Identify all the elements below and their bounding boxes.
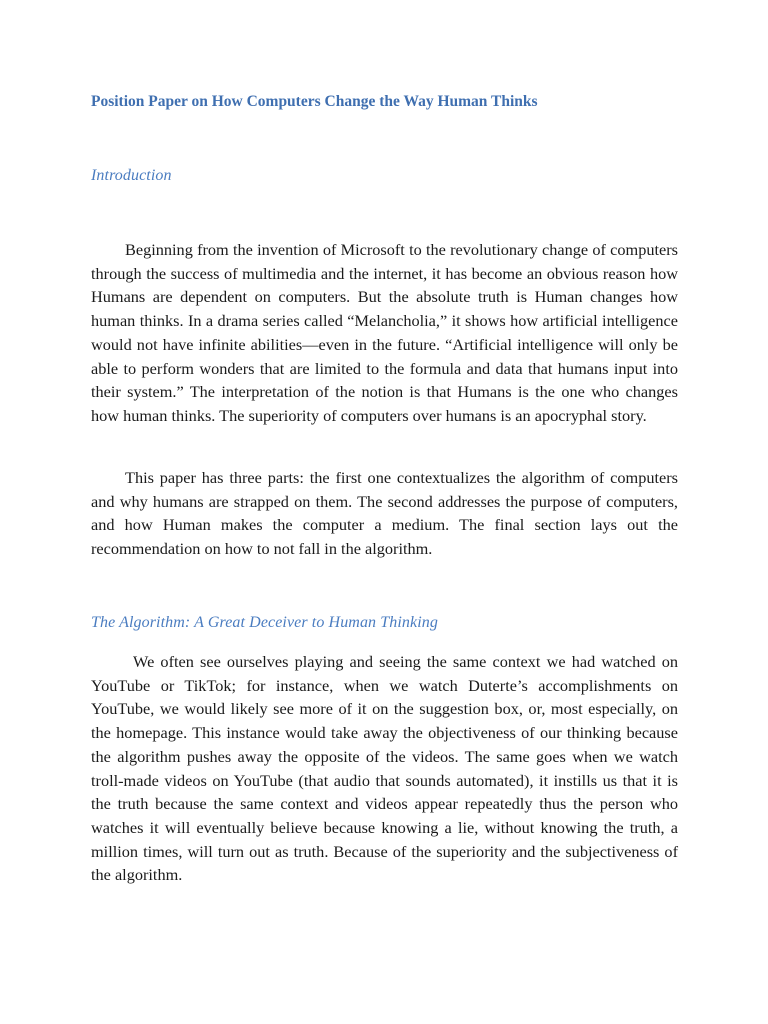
- paragraph-algorithm-1: We often see ourselves playing and seeing the same context we had watched on YouTube or TikTok; for instance, when we watch Duterte’s accomplishments on YouTube, we would likely see more of it on the suggestion box, or, most especially, on the homepage. This instance would take away the objectiveness of our thinking because the algorithm pushes away the opposite of the videos. The same goes when we watch troll-made videos on YouTube (that audio that sounds automated), it instills us that it is the truth because the same context and videos appear repeatedly thus the person who watches it will eventually believe because knowing a lie, without knowing the truth, a million times, will turn out as truth. Because of the superiority and the subjectiveness of the algorithm.: [91, 652, 678, 885]
- section-heading-introduction: Introduction: [91, 167, 172, 184]
- section-heading-algorithm: The Algorithm: A Great Deceiver to Human Thinking: [91, 614, 438, 631]
- paragraph-introduction-2: This paper has three parts: the first one contextualizes the algorithm of computers and why humans are strapped on them. The second addresses the purpose of computers, and how Human makes the computer a medium. The final section lays out the recommendation on how to not fall in the algorithm.: [91, 468, 678, 559]
- paragraph-introduction-1: Beginning from the invention of Microsoft to the revolutionary change of computers through the success of multimedia and the internet, it has become an obvious reason how Humans are dependent on computers. But the absolute truth is Human changes how human thinks. In a drama series called “Melancholia,” it shows how artificial intelligence would not have infinite abilities—even in the future. “Artificial intelligence will only be able to perform wonders that are limited to the formula and data that humans input into their system.” The interpretation of the notion is that Humans is the one who changes how human thinks. The superiority of computers over humans is an apocryphal story.: [91, 240, 678, 425]
- page-title: Position Paper on How Computers Change the Way Human Thinks: [91, 93, 538, 110]
